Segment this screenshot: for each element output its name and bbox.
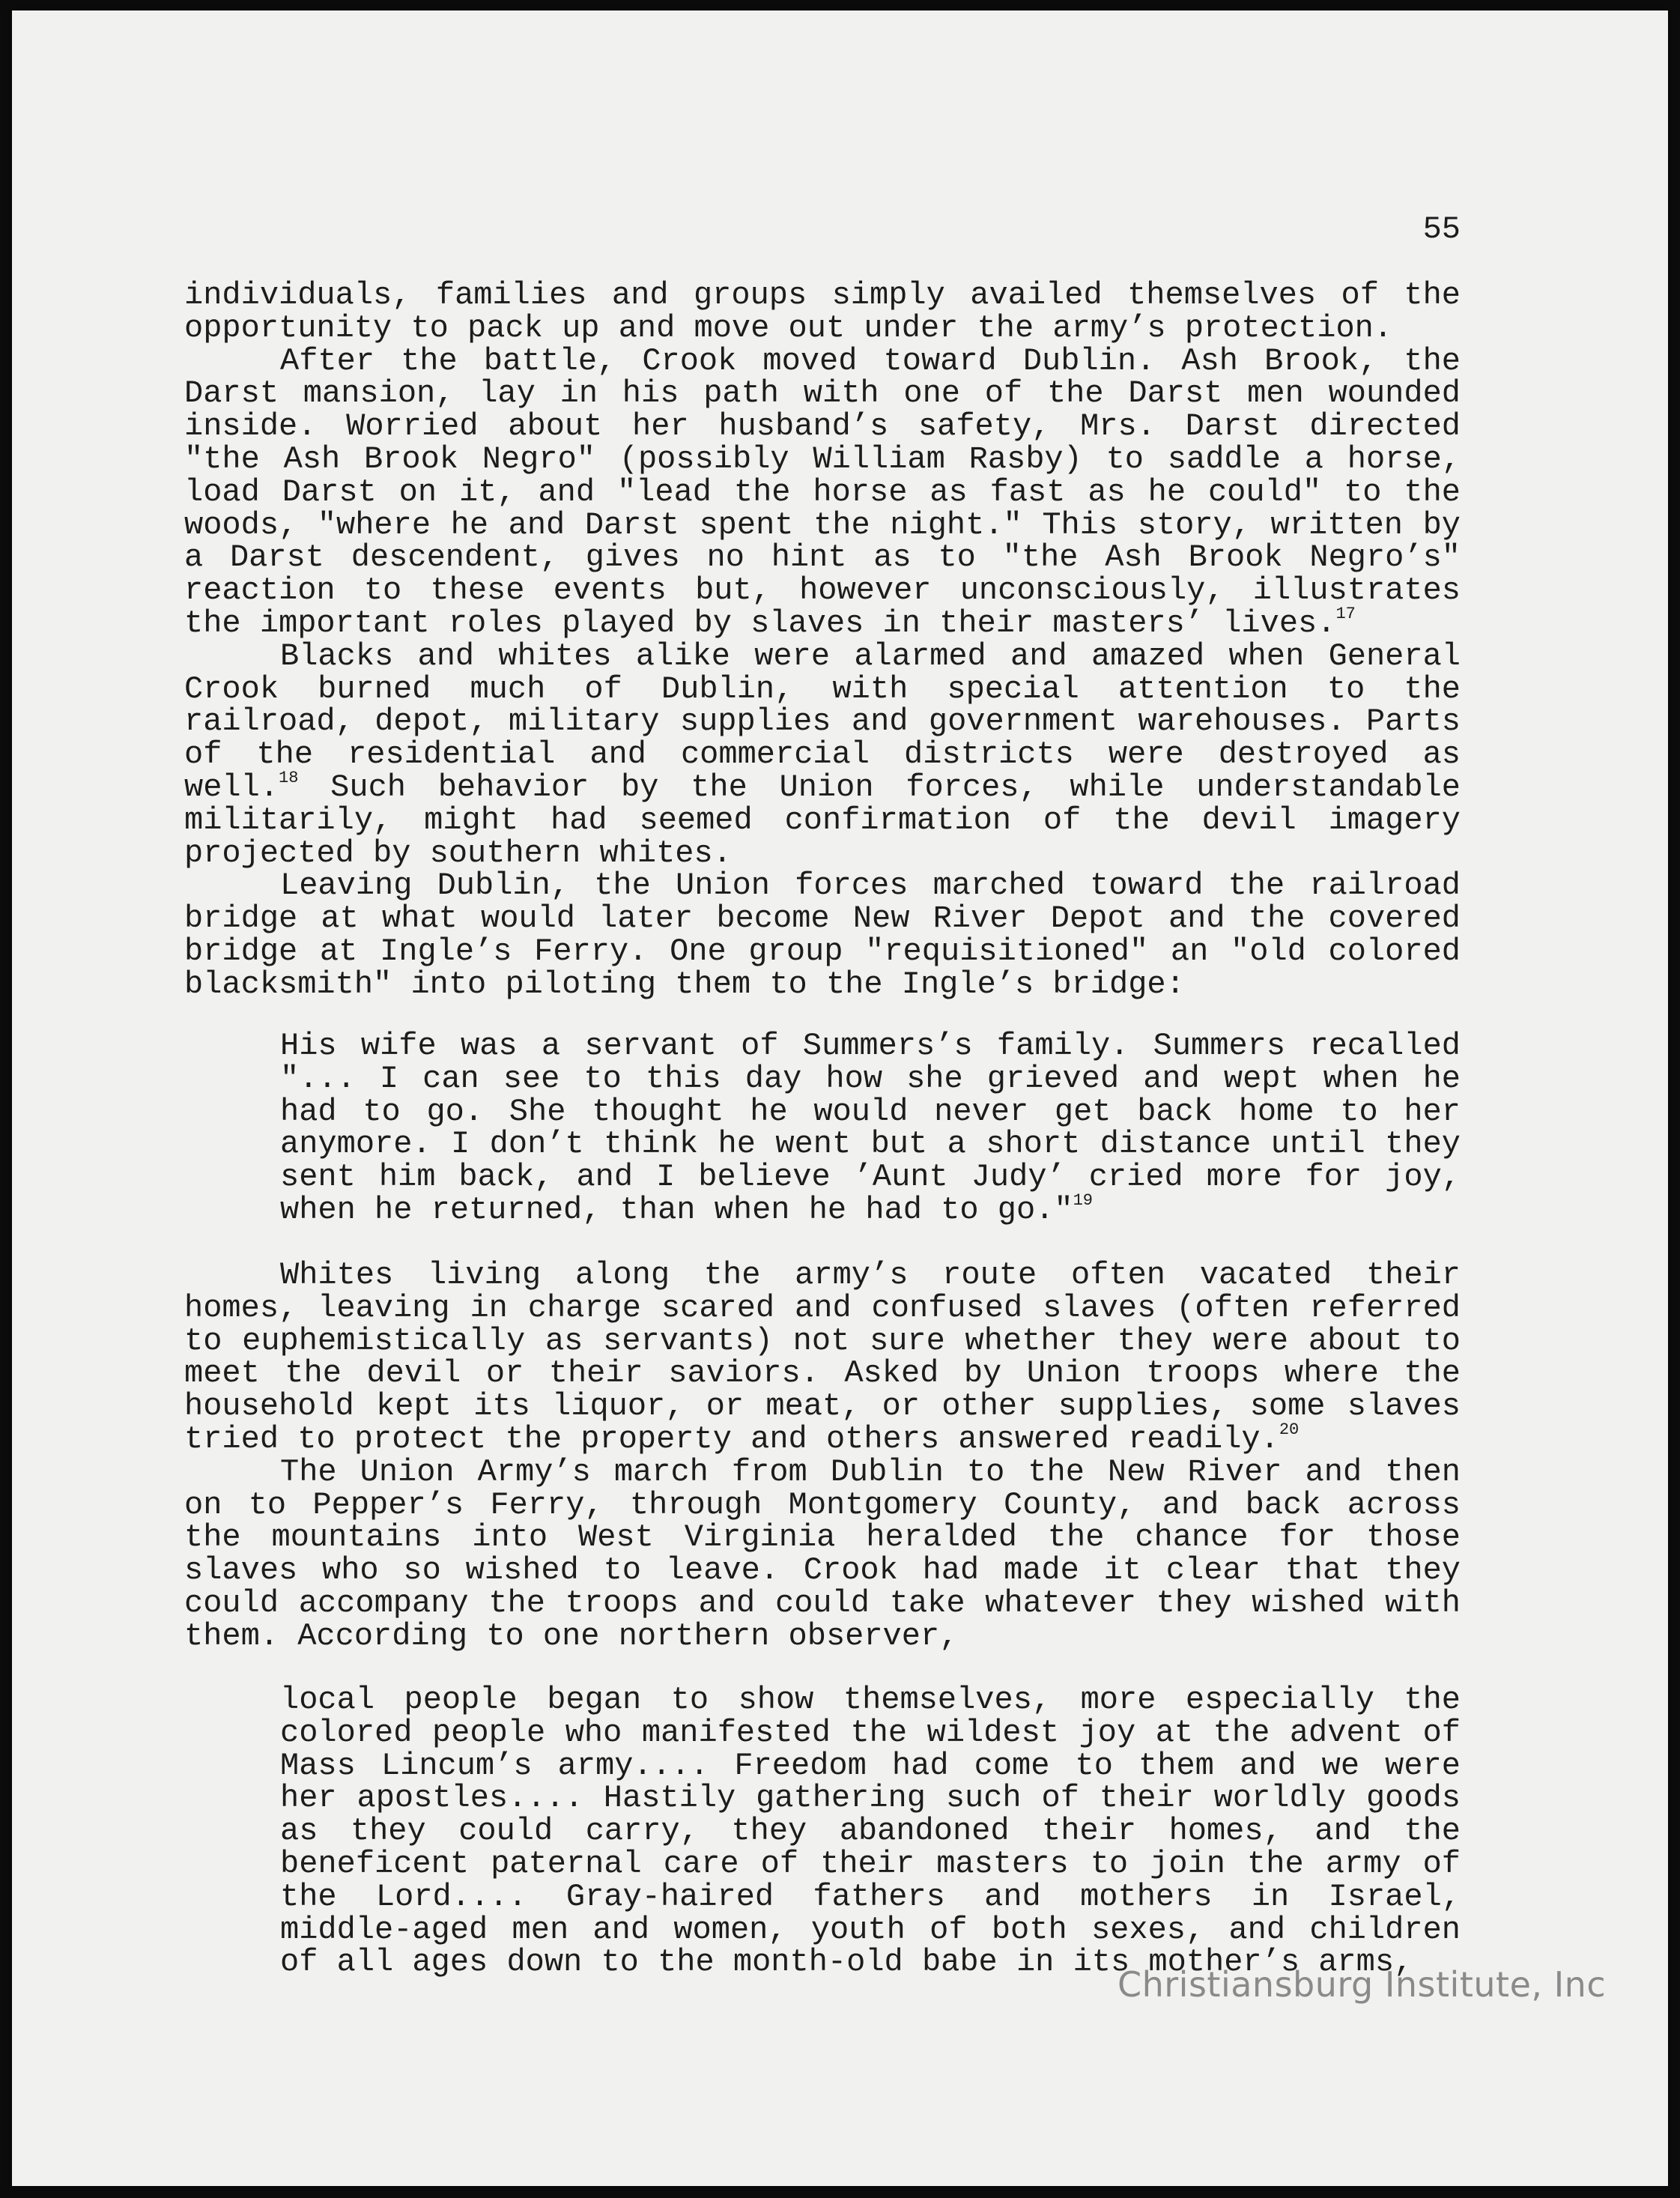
paragraph: individuals, families and groups simply availed themselves of the opportunity to pack up and move out under the army’s protection.	[184, 277, 1461, 346]
paragraph-text: Whites living along the army’s route often vacated their homes, leaving in charge scared and confused slaves (often referred to euphemistically as servants) not sure whether they were about to meet the devil or their saviors. Asked by Union troops where the household kept its liquor, or meat, or other supplies, some slaves tried to protect the property and others answered readily.	[184, 1257, 1461, 1457]
paragraph-text: Such behavior by the Union forces, while understandable militarily, might had seemed confirmation of the devil imagery projected by southern whites.	[184, 769, 1461, 871]
page-number: 55	[1422, 211, 1461, 247]
footnote-marker: 20	[1279, 1420, 1300, 1439]
block-quote-1	[280, 1030, 1461, 1227]
body-text-block-1	[184, 279, 1461, 1002]
paragraph	[184, 342, 1461, 641]
paragraph: The Union Army’s march from Dublin to the New River and then on to Pepper’s Ferry, through Montgomery County, and back across the mountains into West Virginia heralded the chance for those slaves who so wished to leave. Crook had made it clear that they could accompany the troops and could take whatever they wished with them. According to one northern observer,	[184, 1453, 1461, 1654]
quote-text: His wife was a servant of Summers’s family. Summers recalled "... I can see to this day how she grieved and wept when he had to go. She thought he would never get back home to her anymore. I don’t think he went but a short distance until they sent him back, and I believe ’Aunt Judy’ cried more for joy, when he returned, than when he had to go."	[280, 1028, 1461, 1228]
paragraph: Leaving Dublin, the Union forces marched toward the railroad bridge at what would later become New River Depot and the covered bridge at Ingle’s Ferry. One group "requisitioned" an "old colored blacksmith" into piloting them to the Ingle’s bridge:	[184, 868, 1461, 1002]
paragraph	[184, 638, 1461, 871]
block-quote-2	[280, 1684, 1461, 1979]
paragraph-text: Blacks and whites alike were alarmed and amazed when General Crook burned much of Dublin, with special attention to the railroad, depot, military supplies and government warehouses. Parts of the residential and commercial districts were destroyed as well.	[184, 638, 1461, 805]
quote-paragraph	[280, 1030, 1461, 1227]
footnote-marker: 17	[1335, 604, 1356, 623]
paragraph-text: After the battle, Crook moved toward Dublin. Ash Brook, the Darst mansion, lay in his path with one of the Darst men wounded inside. Worried about her husband’s safety, Mrs. Darst directed "the Ash Brook Negro" (possibly William Rasby) to saddle a horse, load Darst on it, and "lead the horse as fast as he could" to the woods, "where he and Darst spent the night." This story, written by a Darst descendent, gives no hint as to "the Ash Brook Negro’s" reaction to these events but, however unconsciously, illustrates the important roles played by slaves in their masters’ lives.	[184, 342, 1461, 641]
quote-paragraph: local people began to show themselves, more especially the colored people who manifested the wildest joy at the advent of Mass Lincum’s army.... Freedom had come to them and we were her apostles.... Hastily gathering such of their worldly goods as they could carry, they abandoned their homes, and the beneficent paternal care of their masters to join the army of the Lord.... Gray-haired fathers and mothers in Israel, middle-aged men and women, youth of both sexes, and children of all ages down to the month-old babe in its mother’s arms,	[280, 1682, 1461, 1981]
footnote-marker: 19	[1073, 1190, 1093, 1210]
body-text-block-2	[184, 1259, 1461, 1653]
watermark: Christiansburg Institute, Inc	[1118, 1964, 1607, 2005]
footnote-marker: 18	[279, 768, 299, 787]
paragraph	[184, 1259, 1461, 1456]
